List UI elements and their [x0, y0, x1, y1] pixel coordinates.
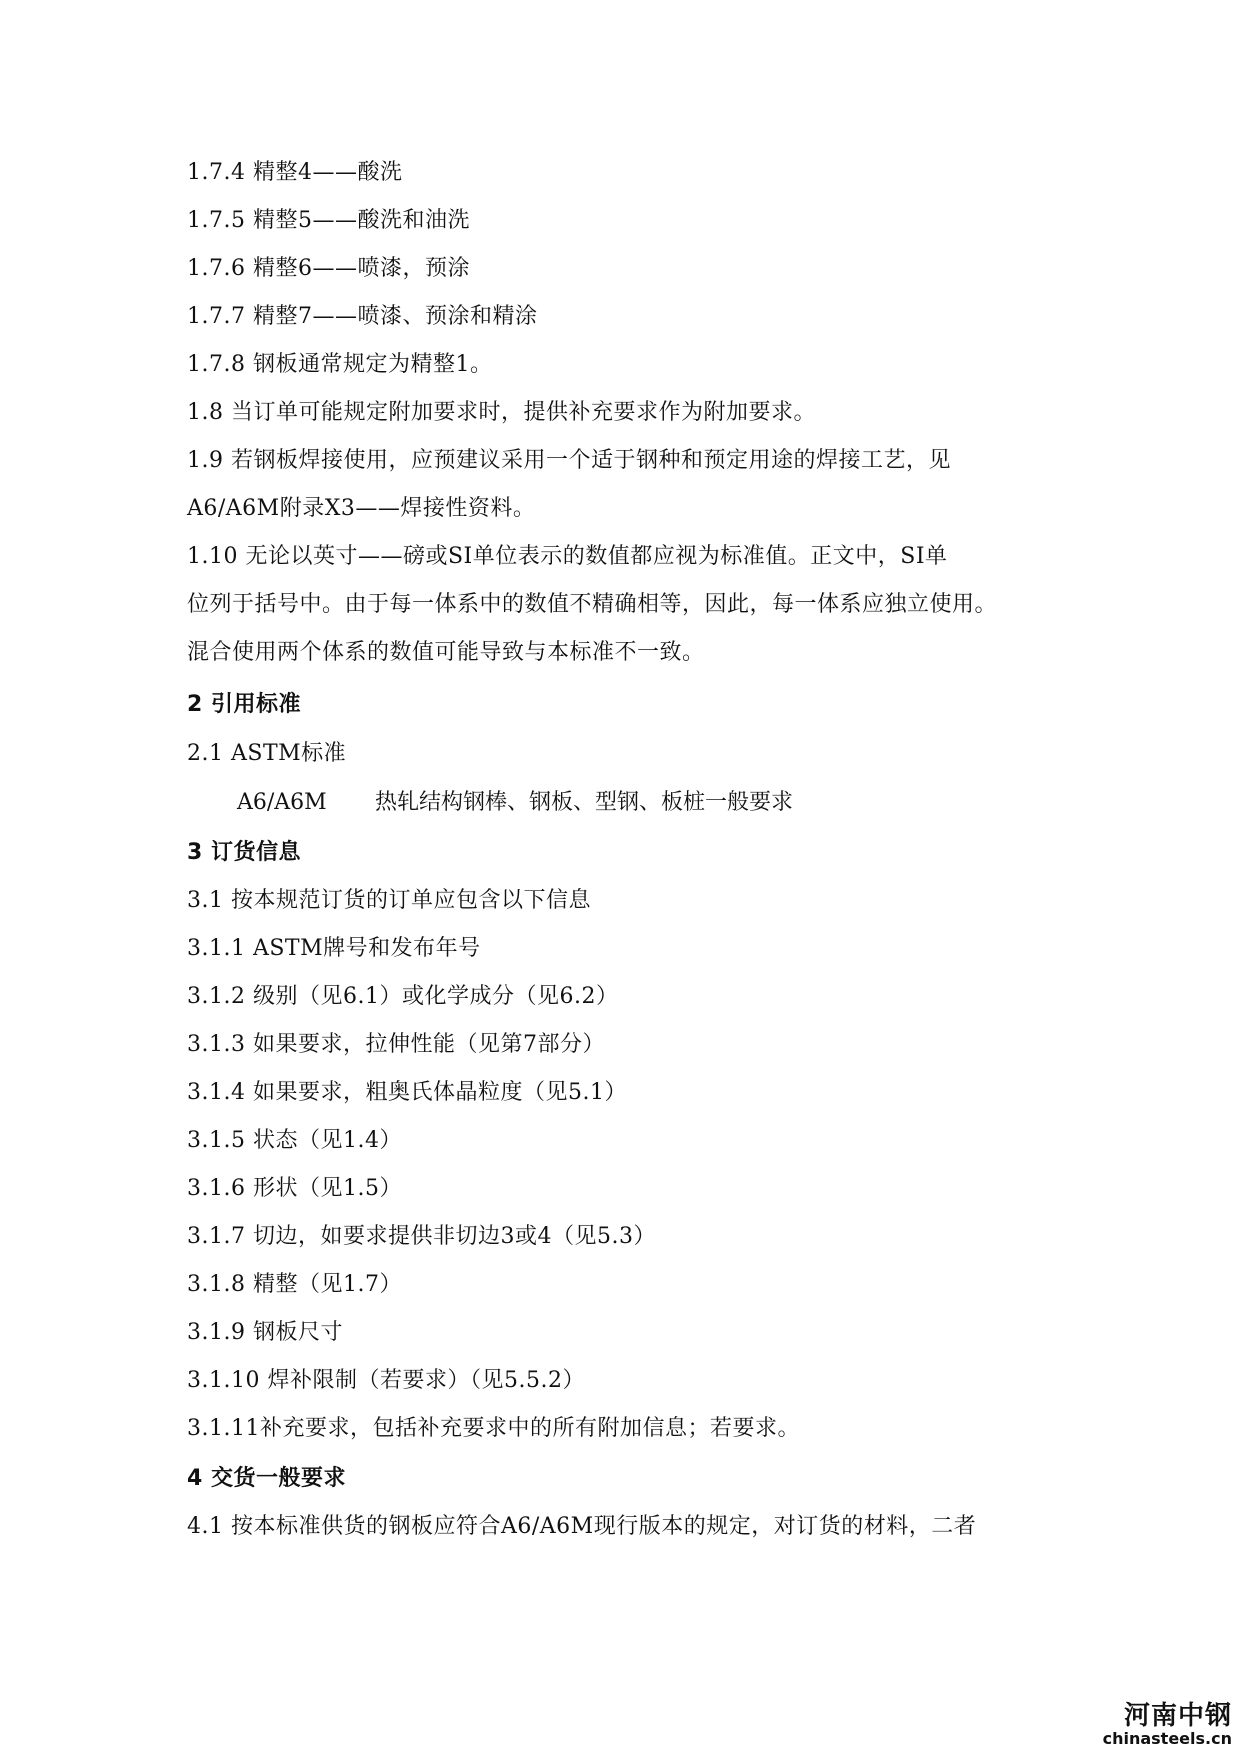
clause-1-10-cont2: 混合使用两个体系的数值可能导致与本标准不一致。	[187, 640, 705, 665]
clause-3-1: 3.1 按本规范订货的订单应包含以下信息	[187, 888, 591, 913]
section-4-heading: 4 交货一般要求	[187, 1466, 346, 1491]
watermark-chinese: 河南中钢	[1123, 1701, 1232, 1731]
reference-code: A6/A6M	[237, 790, 327, 815]
clause-3-1-1: 3.1.1 ASTM牌号和发布年号	[187, 936, 481, 961]
clause-3-1-10: 3.1.10 焊补限制（若要求）（见5.5.2）	[187, 1368, 585, 1393]
clause-1-9: 1.9 若钢板焊接使用，应预建议采用一个适于钢种和预定用途的焊接工艺，见	[187, 448, 951, 473]
clause-1-8: 1.8 当订单可能规定附加要求时，提供补充要求作为附加要求。	[187, 400, 816, 425]
clause-4-1: 4.1 按本标准供货的钢板应符合A6/A6M现行版本的规定，对订货的材料，二者	[187, 1514, 977, 1539]
reference-description: 热轧结构钢棒、钢板、型钢、板桩一般要求	[375, 790, 794, 815]
clause-3-1-11: 3.1.11补充要求，包括补充要求中的所有附加信息；若要求。	[187, 1416, 800, 1441]
clause-1-10-cont: 位列于括号中。由于每一体系中的数值不精确相等，因此，每一体系应独立使用。	[187, 592, 998, 617]
clause-1-7-8: 1.7.8 钢板通常规定为精整1。	[187, 352, 493, 377]
clause-1-7-5: 1.7.5 精整5——酸洗和油洗	[187, 208, 470, 233]
clause-3-1-3: 3.1.3 如果要求，拉伸性能（见第7部分）	[187, 1032, 605, 1057]
clause-3-1-5: 3.1.5 状态（见1.4）	[187, 1128, 402, 1153]
clause-1-10: 1.10 无论以英寸——磅或SI单位表示的数值都应视为标准值。正文中，SI单	[187, 544, 948, 569]
clause-1-7-4: 1.7.4 精整4——酸洗	[187, 160, 403, 185]
clause-1-7-7: 1.7.7 精整7——喷漆、预涂和精涂	[187, 304, 538, 329]
section-2-heading: 2 引用标准	[187, 692, 301, 717]
clause-1-9-cont: A6/A6M附录X3——焊接性资料。	[187, 496, 536, 521]
watermark-logo	[1103, 1702, 1232, 1748]
clause-3-1-7: 3.1.7 切边，如要求提供非切边3或4（见5.3）	[187, 1224, 656, 1249]
section-3-heading: 3 订货信息	[187, 840, 301, 865]
clause-3-1-9: 3.1.9 钢板尺寸	[187, 1320, 343, 1345]
clause-3-1-8: 3.1.8 精整（见1.7）	[187, 1272, 402, 1297]
clause-3-1-4: 3.1.4 如果要求，粗奥氏体晶粒度（见5.1）	[187, 1080, 627, 1105]
clause-3-1-2: 3.1.2 级别（见6.1）或化学成分（见6.2）	[187, 984, 619, 1009]
clause-1-7-6: 1.7.6 精整6——喷漆，预涂	[187, 256, 470, 281]
clause-2-1: 2.1 ASTM标准	[187, 741, 347, 766]
watermark-domain: chinasteels.cn	[1102, 1729, 1232, 1748]
clause-3-1-6: 3.1.6 形状（见1.5）	[187, 1176, 402, 1201]
